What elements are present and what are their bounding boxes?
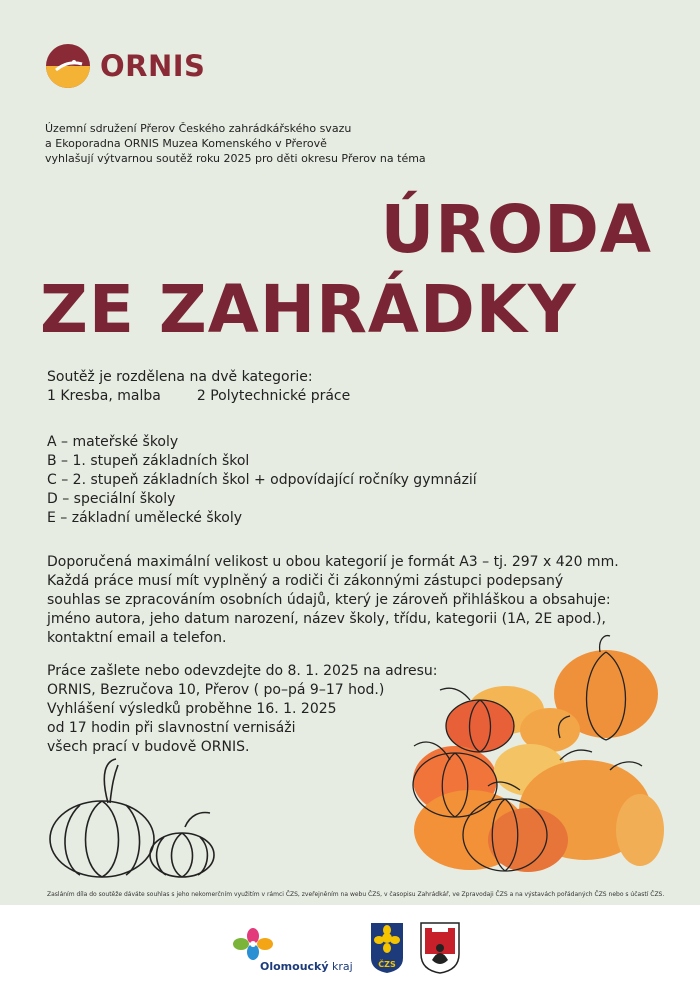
olomoucky-rest: kraj <box>328 960 353 973</box>
send-line: Vyhlášení výsledků proběhne 16. 1. 2025 <box>47 701 337 717</box>
categories-row <box>47 387 350 406</box>
ornis-logo <box>44 42 205 90</box>
send-line: od 17 hodin při slavnostní vernisáži <box>47 720 296 736</box>
bird-logo-icon <box>44 42 92 90</box>
logo-text: ORNIS <box>100 49 206 83</box>
format-line: jméno autora, jeho datum narození, název školy, třídu, kategorii (1A, 2E apod.), <box>47 611 606 627</box>
olomoucky-kraj-text <box>260 960 353 973</box>
format-line: souhlas se zpracováním osobních údajů, který je zároveň přihláškou a obsahuje: <box>47 592 611 608</box>
format-line: Doporučená maximální velikost u obou kategorií je formát A3 – tj. 297 x 420 mm. <box>47 554 619 570</box>
send-line: ORNIS, Bezručova 10, Přerov ( po–pá 9–17 hod.) <box>47 682 385 698</box>
level-item: C – 2. stupeň základních škol + odpovídající ročníky gymnázií <box>47 472 477 488</box>
level-item: D – speciální školy <box>47 491 176 507</box>
pumpkin-color-illustration <box>410 630 670 880</box>
main-title <box>40 190 660 350</box>
sponsors-bar <box>0 918 700 983</box>
prerov-coat-of-arms-icon <box>420 922 460 974</box>
levels-list <box>47 433 477 528</box>
intro-line: a Ekoporadna ORNIS Muzea Komenského v Přerově <box>45 137 327 150</box>
olomoucky-flower-icon <box>233 928 273 960</box>
format-line: kontaktní email a telefon. <box>47 630 227 646</box>
format-line: Každá práce musí mít vyplněný a rodiči či zákonnými zástupci podepsaný <box>47 573 564 589</box>
send-line: všech prací v budově ORNIS. <box>47 739 250 755</box>
title-line-2: ZE ZAHRÁDKY <box>40 271 577 348</box>
pumpkin-outline-illustration <box>40 755 230 880</box>
categories-intro: Soutěž je rozdělena na dvě kategorie: <box>47 369 313 385</box>
title-line-1: ÚRODA <box>380 191 652 268</box>
footnote: Zasláním díla do soutěže dáváte souhlas s jeho nekomerčním využitím v rámci ČZS, zveřejněním na webu ČZS, v časopisu Zahrádkář, ve Zpravodaji ČZS a na výstavách pořádaných ČZS nebo s účastí ČZS. <box>47 891 665 898</box>
intro-line: Územní sdružení Přerov Českého zahrádkářského svazu <box>45 122 352 135</box>
categories-block <box>47 368 350 406</box>
olomoucky-bold: Olomoucký <box>260 960 329 973</box>
olomoucky-kraj-logo <box>233 928 358 978</box>
submission-block <box>47 662 438 757</box>
send-line: Práce zašlete nebo odevzdejte do 8. 1. 2025 na adresu: <box>47 663 438 679</box>
category-2: 2 Polytechnické práce <box>196 388 351 404</box>
czs-text: ČZS <box>378 960 396 969</box>
level-item: B – 1. stupeň základních škol <box>47 453 250 469</box>
level-item: E – základní umělecké školy <box>47 510 242 526</box>
intro-text <box>45 121 426 166</box>
czs-logo <box>370 922 404 974</box>
category-1: 1 Kresba, malba <box>47 388 161 404</box>
level-item: A – mateřské školy <box>47 434 179 450</box>
intro-line: vyhlašují výtvarnou soutěž roku 2025 pro děti okresu Přerov na téma <box>45 152 426 165</box>
